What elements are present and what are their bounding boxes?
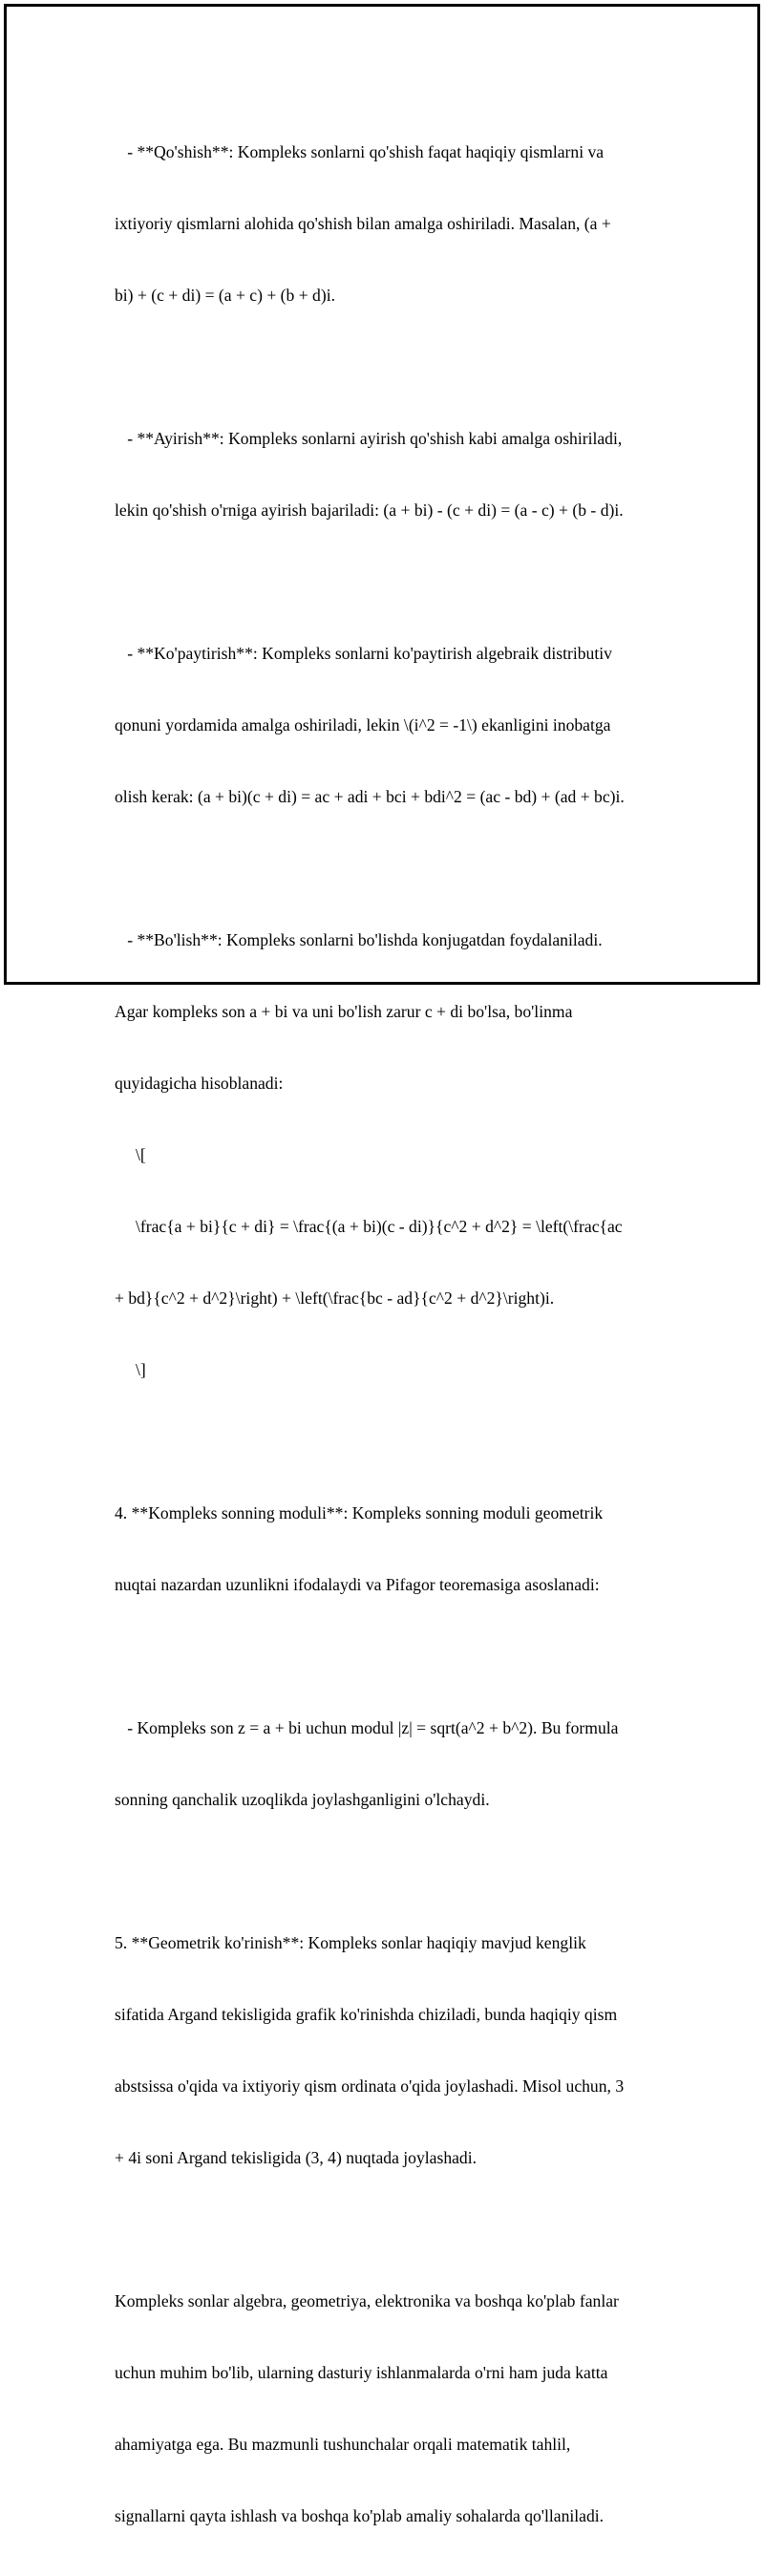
formula-line: \[ (115, 1145, 146, 1164)
paragraph-spacer (115, 1860, 654, 1884)
text-line: olish kerak: (a + bi)(c + di) = ac + adi + bci + bdi^2 = (ac - bd) + (ad + bc)i. (115, 787, 625, 806)
text-line: uchun muhim bo'lib, ularning dasturiy ishlanmalarda o'rni ham juda katta (115, 2363, 608, 2382)
paragraph-spacer (115, 1430, 654, 1454)
formula-line: \] (115, 1360, 146, 1379)
paragraph-spacer (115, 1645, 654, 1669)
text-line: qonuni yordamida amalga oshiriladi, lekin \(i^2 = -1\) ekanligini inobatga (115, 715, 611, 734)
text-line: - Kompleks son z = a + bi uchun modul |z| = sqrt(a^2 + b^2). Bu formula (115, 1718, 619, 1737)
multiplication-paragraph (115, 594, 654, 857)
subtraction-paragraph (115, 379, 654, 570)
text-line: ixtiyoriy qismlarni alohida qo'shish bilan amalga oshiriladi. Masalan, (a + (115, 214, 611, 233)
formula-line: + bd}{c^2 + d^2}\right) + \left(\frac{bc - ad}{c^2 + d^2}\right)i. (115, 1288, 555, 1308)
text-line: signallarni qayta ishlash va boshqa ko'plab amaliy sohalarda qo'llaniladi. (115, 2506, 605, 2525)
text-line: 5. **Geometrik ko'rinish**: Kompleks sonlar haqiqiy mavjud kenglik (115, 1933, 586, 1952)
text-line: ahamiyatga ega. Bu mazmunli tushunchalar orqali matematik tahlil, (115, 2435, 571, 2454)
modulus-formula-paragraph (115, 1669, 654, 1860)
text-line: sonning qanchalik uzoqlikda joylashganligini o'lchaydi. (115, 1790, 490, 1809)
text-line: - **Ko'paytirish**: Kompleks sonlarni ko'paytirish algebraik distributiv (115, 644, 612, 663)
text-line: Kompleks sonlar algebra, geometriya, elektronika va boshqa ko'plab fanlar (115, 2291, 619, 2310)
text-line: - **Ayirish**: Kompleks sonlarni ayirish qo'shish kabi amalga oshiriladi, (115, 429, 623, 448)
modulus-heading-paragraph (115, 1454, 654, 1645)
text-line: - **Qo'shish**: Kompleks sonlarni qo'shish faqat haqiqiy qismlarni va (115, 142, 605, 161)
paragraph-spacer (115, 857, 654, 881)
document-body (115, 93, 654, 2576)
text-line: 4. **Kompleks sonning moduli**: Kompleks sonning moduli geometrik (115, 1503, 604, 1522)
formula-line: \frac{a + bi}{c + di} = \frac{(a + bi)(c - di)}{c^2 + d^2} = \left(\frac{ac (115, 1217, 623, 1236)
text-line: sifatida Argand tekisligida grafik ko'rinishda chiziladi, bunda haqiqiy qism (115, 2005, 618, 2024)
addition-paragraph (115, 93, 654, 355)
paragraph-spacer (115, 570, 654, 594)
text-line: bi) + (c + di) = (a + c) + (b + d)i. (115, 286, 336, 305)
text-line: - **Bo'lish**: Kompleks sonlarni bo'lishda konjugatdan foydalaniladi. (115, 930, 603, 949)
text-line: + 4i soni Argand tekisligida (3, 4) nuqtada joylashadi. (115, 2148, 478, 2167)
text-line: abstsissa o'qida va ixtiyoriy qism ordinata o'qida joylashadi. Misol uchun, 3 (115, 2076, 625, 2096)
text-line: quyidagicha hisoblanadi: (115, 1074, 284, 1093)
text-line: lekin qo'shish o'rniga ayirish bajariladi: (a + bi) - (c + di) = (a - c) + (b - d)i. (115, 500, 624, 520)
paragraph-spacer (115, 355, 654, 379)
geometric-view-paragraph (115, 1884, 654, 2218)
conclusion-paragraph (115, 2242, 654, 2576)
division-paragraph (115, 881, 654, 1430)
text-line: Agar kompleks son a + bi va uni bo'lish zarur c + di bo'lsa, bo'linma (115, 1002, 573, 1021)
page-frame (4, 4, 760, 2525)
paragraph-spacer (115, 2218, 654, 2242)
text-line: nuqtai nazardan uzunlikni ifodalaydi va Pifagor teoremasiga asoslanadi: (115, 1575, 600, 1594)
